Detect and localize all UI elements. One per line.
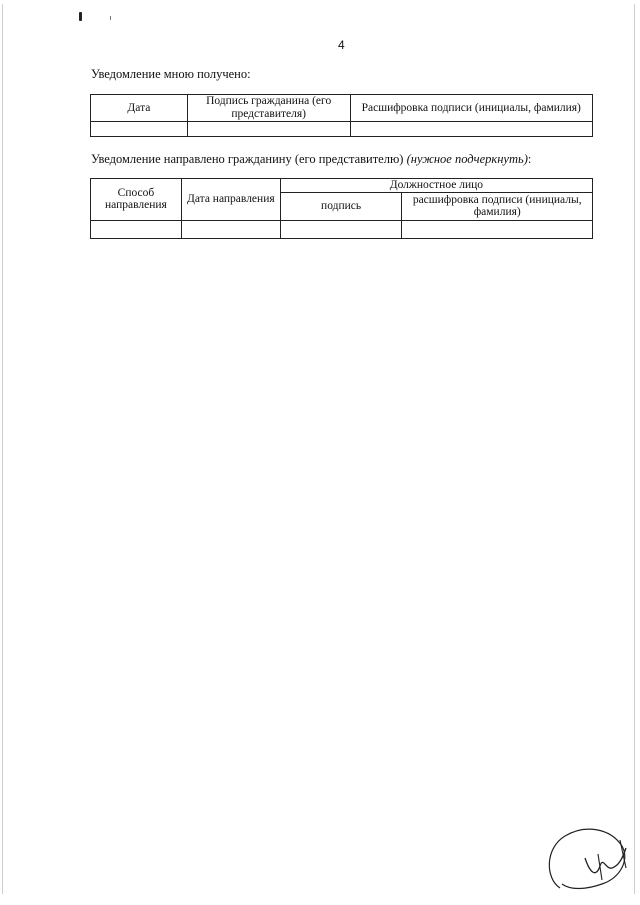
official-signature-cell — [280, 220, 402, 238]
dispatch-method-cell — [91, 220, 182, 238]
right-margin-edge — [634, 4, 635, 894]
col-official: Должностное лицо — [280, 179, 592, 193]
table-row — [91, 220, 593, 238]
section1-heading: Уведомление мною получено: — [91, 67, 251, 81]
col-dispatch-method: Способ направления — [91, 179, 182, 221]
section2-heading-text: Уведомление направлено гражданину (его представителю) — [91, 152, 404, 166]
section2-heading-note: (нужное подчеркнуть) — [406, 152, 528, 166]
dispatch-table — [90, 178, 593, 239]
section2-heading-colon: : — [527, 152, 532, 166]
col-citizen-signature: Подпись гражданина (его представителя) — [187, 95, 350, 122]
col-signature-decoding: Расшифровка подписи (инициалы, фамилия) — [350, 95, 592, 122]
col-official-signature: подпись — [280, 192, 402, 220]
col-official-decoding: расшифровка подписи (инициалы, фамилия) — [402, 192, 593, 220]
left-margin-edge — [2, 4, 3, 894]
col-date: Дата — [91, 95, 188, 122]
handwritten-signature — [540, 818, 635, 902]
receipt-table — [90, 94, 593, 137]
signature-decoding-cell — [350, 122, 592, 137]
scan-speck-small — [110, 16, 111, 20]
table-row — [91, 122, 593, 137]
official-decoding-cell — [402, 220, 593, 238]
date-cell — [91, 122, 188, 137]
dispatch-date-cell — [181, 220, 280, 238]
citizen-signature-cell — [187, 122, 350, 137]
section2-heading — [91, 152, 531, 167]
page-number: 4 — [338, 38, 345, 52]
col-dispatch-date: Дата направления — [181, 179, 280, 221]
scan-speck — [79, 12, 82, 21]
